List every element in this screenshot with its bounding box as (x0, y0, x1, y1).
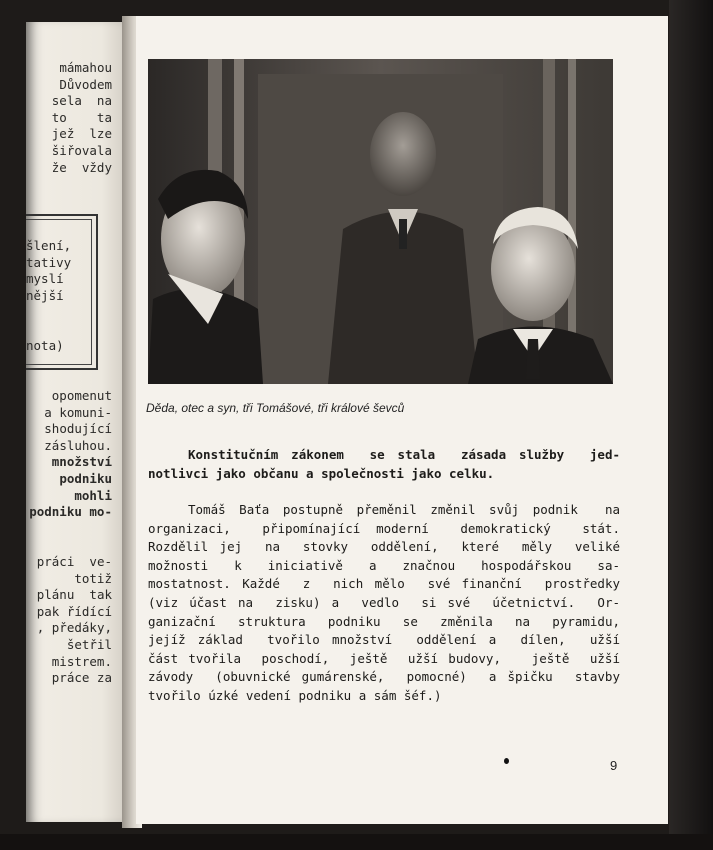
body-paragraph (148, 501, 620, 706)
left-page-bottom-line (26, 537, 112, 554)
bold-paragraph-line: Konstitučním zákonem se stala zásada služby jed- (188, 447, 620, 462)
left-page-box-line (26, 304, 96, 321)
left-page-bottom-line: mistrem. (51, 653, 112, 669)
left-page-bottom-line: pak řídící (36, 603, 112, 619)
body-paragraph-line: část tvořila poschodí, ještě užší budovy, ještě užší (148, 650, 620, 666)
table-background (0, 834, 713, 850)
left-page-bottom-line: šetřil (66, 636, 112, 652)
body-paragraph-line: závody (obuvnické gumárenské, pomocné) a špičku stavby (148, 669, 620, 685)
left-page-top-line: šiřovala (51, 142, 112, 158)
left-page-box-line: tativy (26, 254, 72, 270)
left-page-bottom-line: shodující (44, 421, 112, 437)
body-paragraph-line: ganizační struktura podniku se změnila na pyramidu, (148, 613, 620, 629)
family-photograph (148, 59, 613, 384)
left-page-bottom-line: podniku (59, 470, 112, 486)
left-page-bottom-line: a komuni- (44, 404, 112, 420)
left-page-bottom-line: práce za (51, 670, 112, 686)
left-page (26, 22, 134, 822)
left-page-bottom-line: plánu tak (36, 587, 112, 603)
left-page-top-line: sela na (51, 93, 112, 109)
left-page-top-line: že vždy (51, 159, 112, 175)
body-paragraph-line: organizaci, připomínající moderní demokratický stát. (148, 520, 620, 536)
left-page-bottom-line: podniku mo- (29, 504, 112, 520)
left-page-bottom-line: zásluhou. (44, 437, 112, 453)
left-page-bottom-line: množství (51, 454, 112, 470)
bold-paragraph (148, 445, 620, 483)
left-page-bottom-line: opomenut (51, 388, 112, 403)
left-page-top-line: Důvodem (59, 76, 112, 92)
left-page-top-line: jež lze (51, 126, 112, 142)
left-page-top-line: mámahou (59, 60, 112, 75)
left-page-box-line: nota) (26, 337, 64, 353)
left-page-bottom-line: práci ve- (36, 553, 112, 569)
body-paragraph-line: Rozdělil jej na stovky oddělení, které měly veliké (148, 539, 620, 555)
body-paragraph-line: tvořilo úzké vedení podniku a sám šéf.) (148, 687, 442, 703)
photo-caption: Děda, otec a syn, tři Tomášové, tři králové ševců (146, 401, 405, 415)
left-page-box-line: nější (26, 287, 64, 303)
body-paragraph-line: možnosti k iniciativě a značnou hospodářskou sa- (148, 557, 620, 573)
left-page-bottom-line: , předáky, (36, 620, 112, 636)
left-page-bottom-line: mohli (74, 487, 112, 503)
right-page (136, 16, 668, 824)
body-paragraph-line: Tomáš Baťa postupně přeměnil změnil svůj podnik na (188, 502, 620, 517)
bold-paragraph-line: notlivci jako občanu a společnosti jako celku. (148, 466, 495, 481)
ink-spot (504, 758, 509, 764)
left-page-box-line (26, 321, 96, 338)
left-page-top-line: to ta (51, 109, 112, 125)
page-number: 9 (610, 758, 618, 773)
left-page-bottom-line: totiž (74, 570, 112, 586)
body-paragraph-line: (viz účast na zisku) a vedlo si své účetnictví. Or- (148, 594, 620, 610)
left-page-bottom-text (26, 388, 134, 687)
left-page-bottom-line (26, 521, 112, 538)
left-page-box-line: šlení, (26, 238, 72, 253)
body-paragraph-line: mostatnost. Každé z nich mělo své finanční prostředky (148, 576, 620, 592)
body-paragraph-line: jejíž základ tvořilo množství oddělení a dílen, užší (148, 632, 620, 648)
book-edge-shadow (669, 0, 713, 850)
left-page-top-text (26, 60, 134, 176)
left-page-box-line: myslí (26, 271, 64, 287)
left-page-boxed-note (26, 214, 98, 370)
